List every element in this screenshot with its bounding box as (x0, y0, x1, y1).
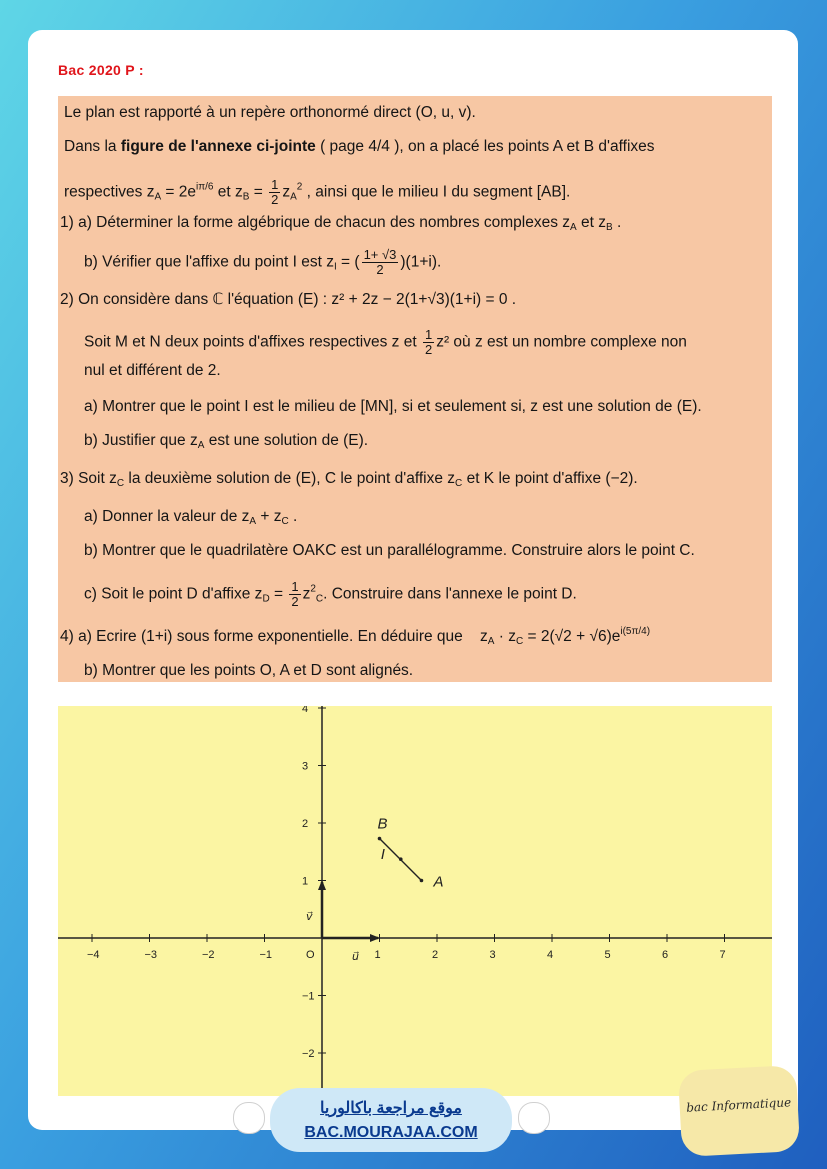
question-1a: 1) a) Déterminer la forme algébrique de chacun des nombres complexes $z_A$ et $z_B$ . (60, 214, 622, 233)
x-tick-label: −4 (87, 949, 100, 961)
x-tick-label: 6 (662, 949, 669, 961)
intro-line-2: Dans la figure de l'annexe ci-jointe ( page 4/4 ), on a placé les points A et B d'affixes (64, 138, 655, 155)
intro-line-1: Le plan est rapporté à un repère orthonormé direct (O, u, v). (64, 104, 476, 121)
point-label-i: I (380, 846, 385, 864)
question-2: 2) On considère dans ℂ l'équation (E) : z² + 2z − 2(1+√3)(1+i) = 0 . (60, 291, 517, 308)
x-tick-label: −2 (202, 949, 215, 961)
left-logo (233, 1102, 265, 1134)
question-4b: b) Montrer que les points O, A et D sont alignés. (84, 662, 414, 679)
question-2-intro: Soit M et N deux points d'affixes respectives z et $\frac{1}{2}$ z² où z est un nombre complexe non (84, 327, 687, 357)
intro-line-3: respectives $z_A = 2e^{i\pi/6}$ et $z_B$ = $\frac{1}{2}$ $z_A^2$ , ainsi que le milieu I du segment [AB]. (64, 177, 571, 207)
x-tick-label: 1 (374, 949, 381, 961)
footer-pill[interactable] (270, 1088, 512, 1152)
bac-informatique-badge (678, 1065, 800, 1157)
v-label: v⃗ (306, 911, 313, 923)
question-2b: b) Justifier que $z_A$ est une solution de (E). (84, 432, 369, 451)
page-title: Bac 2020 P : (58, 62, 144, 78)
y-tick-label: −2 (302, 1048, 315, 1060)
question-2-intro-cont: nul et différent de 2. (84, 362, 221, 379)
y-tick-label: 4 (302, 706, 309, 715)
x-tick-label: −1 (259, 949, 273, 961)
point-i (399, 857, 403, 861)
annex-graph (58, 706, 772, 1096)
x-tick-label: 2 (432, 949, 439, 961)
u-label: u⃗ (352, 951, 359, 963)
footer-arabic-link[interactable]: موقع مراجعة باكالوريا (320, 1100, 462, 1117)
footer-url-link[interactable]: BAC.MOURAJAA.COM (304, 1124, 478, 1141)
y-tick-label: 3 (302, 760, 309, 773)
fraction-half-3: $\frac{1}{2}$ (291, 579, 299, 609)
right-logo (518, 1102, 550, 1134)
point-a (420, 879, 424, 883)
exercise-block (58, 96, 772, 682)
question-3b: b) Montrer que le quadrilatère OAKC est un parallélogramme. Construire alors le point C. (84, 542, 695, 559)
fraction-half: $\frac{1}{2}$ (271, 177, 279, 207)
question-1b: b) Vérifier que l'affixe du point I est $z_I$ = ( $\frac{1+ √3}{2}$ )(1+i). (84, 247, 442, 277)
u-arrowhead (370, 934, 380, 942)
y-tick-label: 1 (302, 875, 309, 888)
y-tick-label: 2 (302, 818, 309, 830)
question-3c: c) Soit le point D d'affixe $z_D$ = $\frac{1}{2}$ $z^2_C$. Construire dans l'annexe le point D. (84, 579, 577, 609)
point-label-a: A (433, 873, 444, 891)
question-3: 3) Soit $z_C$ la deuxième solution de (E), C le point d'affixe $z_C$ et K le point d'affixe (−2). (60, 470, 638, 489)
question-3a: a) Donner la valeur de $z_A + z_C$ . (84, 508, 298, 527)
origin-label: O (306, 949, 315, 961)
graph-svg (58, 706, 772, 1096)
x-tick-label: 7 (719, 949, 726, 961)
point-b (378, 837, 382, 841)
fraction-half-2: $\frac{1}{2}$ (424, 327, 433, 357)
question-4a: 4) a) Ecrire (1+i) sous forme exponentielle. En déduire que $z_A \cdot z_C = 2(√2 + √6)e^{i(5\pi/4)}$ (60, 626, 651, 647)
fraction-sqrt3: $\frac{1+ √3}{2}$ (363, 247, 397, 277)
v-arrowhead (318, 880, 326, 890)
badge-text: bac Informatique (685, 1095, 792, 1115)
point-label-b: B (377, 815, 388, 833)
x-tick-label: 4 (547, 949, 554, 961)
y-tick-label: −1 (302, 990, 315, 1003)
points-group (378, 816, 444, 891)
x-tick-label: 5 (604, 949, 611, 961)
question-2a: a) Montrer que le point I est le milieu de [MN], si et seulement si, z est une solution de (E). (84, 398, 702, 415)
x-tick-label: −3 (144, 949, 158, 961)
x-tick-label: 3 (489, 949, 496, 961)
